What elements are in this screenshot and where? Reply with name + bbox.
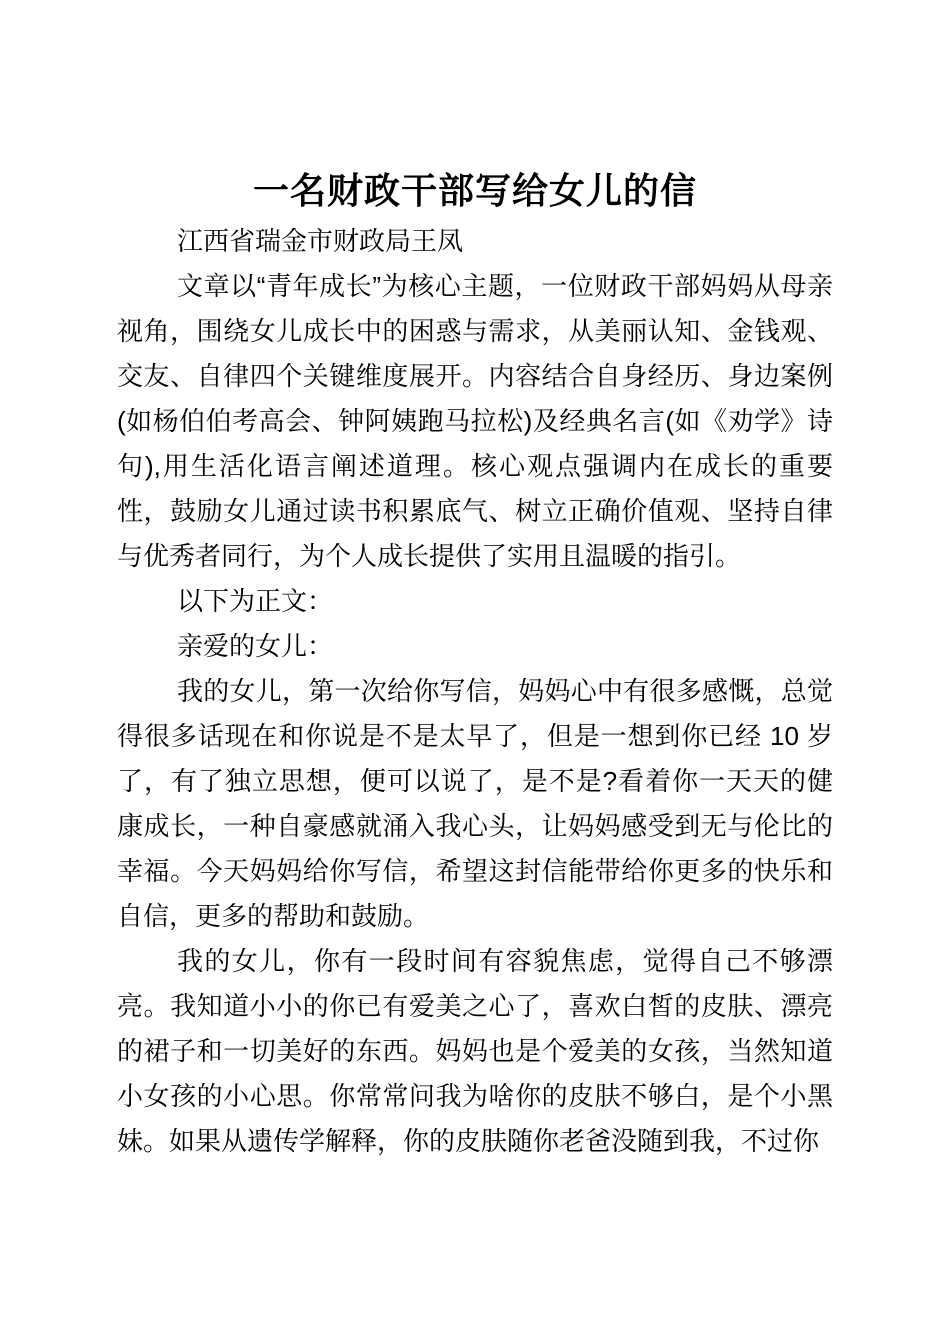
body-intro-line: 以下为正文： xyxy=(177,586,334,616)
letter-paragraph-2: 我的女儿，你有一段时间有容貌焦虑，觉得自己不够漂亮。我知道小小的你已有爱美之心了，喜欢白皙的皮肤、漂亮的裙子和一切美好的东西。妈妈也是个爱美的女孩，当然知道小女孩的小心思。你常常问我为啥你的皮肤不够白，是个小黑妹。如果从遗传学解释，你的皮肤随你老爸没随到我，不过你 xyxy=(117,946,833,1156)
document-content xyxy=(117,0,833,1164)
summary-paragraph: 文章以“青年成长”为核心主题，一位财政干部妈妈从母亲视角，围绕女儿成长中的困惑与需求，从美丽认知、金钱观、交友、自律四个关键维度展开。内容结合自身经历、身边案例(如杨伯伯考高会、钟阿姨跑马拉松)及经典名言(如《劝学》诗句),用生活化语言阐述道理。核心观点强调内在成长的重要性，鼓励女儿通过读书积累底气、树立正确价值观、坚持自律与优秀者同行，为个人成长提供了实用且温暖的指引。 xyxy=(117,271,833,571)
document-body xyxy=(117,219,833,1164)
salutation-line: 亲爱的女儿： xyxy=(177,631,334,661)
document-title: 一名财政干部写给女儿的信 xyxy=(252,170,697,211)
letter-paragraph-1: 我的女儿，第一次给你写信，妈妈心中有很多感慨，总觉得很多话现在和你说是不是太早了，但是一想到你已经 10 岁了，有了独立思想，便可以说了，是不是?看着你一天天的健康成长，一种自豪感就涌入我心头，让妈妈感受到无与伦比的幸福。今天妈妈给你写信，希望这封信能带给你更多的快乐和自信，更多的帮助和鼓励。 xyxy=(117,676,833,931)
author-line: 江西省瑞金市财政局王凤 xyxy=(177,226,464,256)
